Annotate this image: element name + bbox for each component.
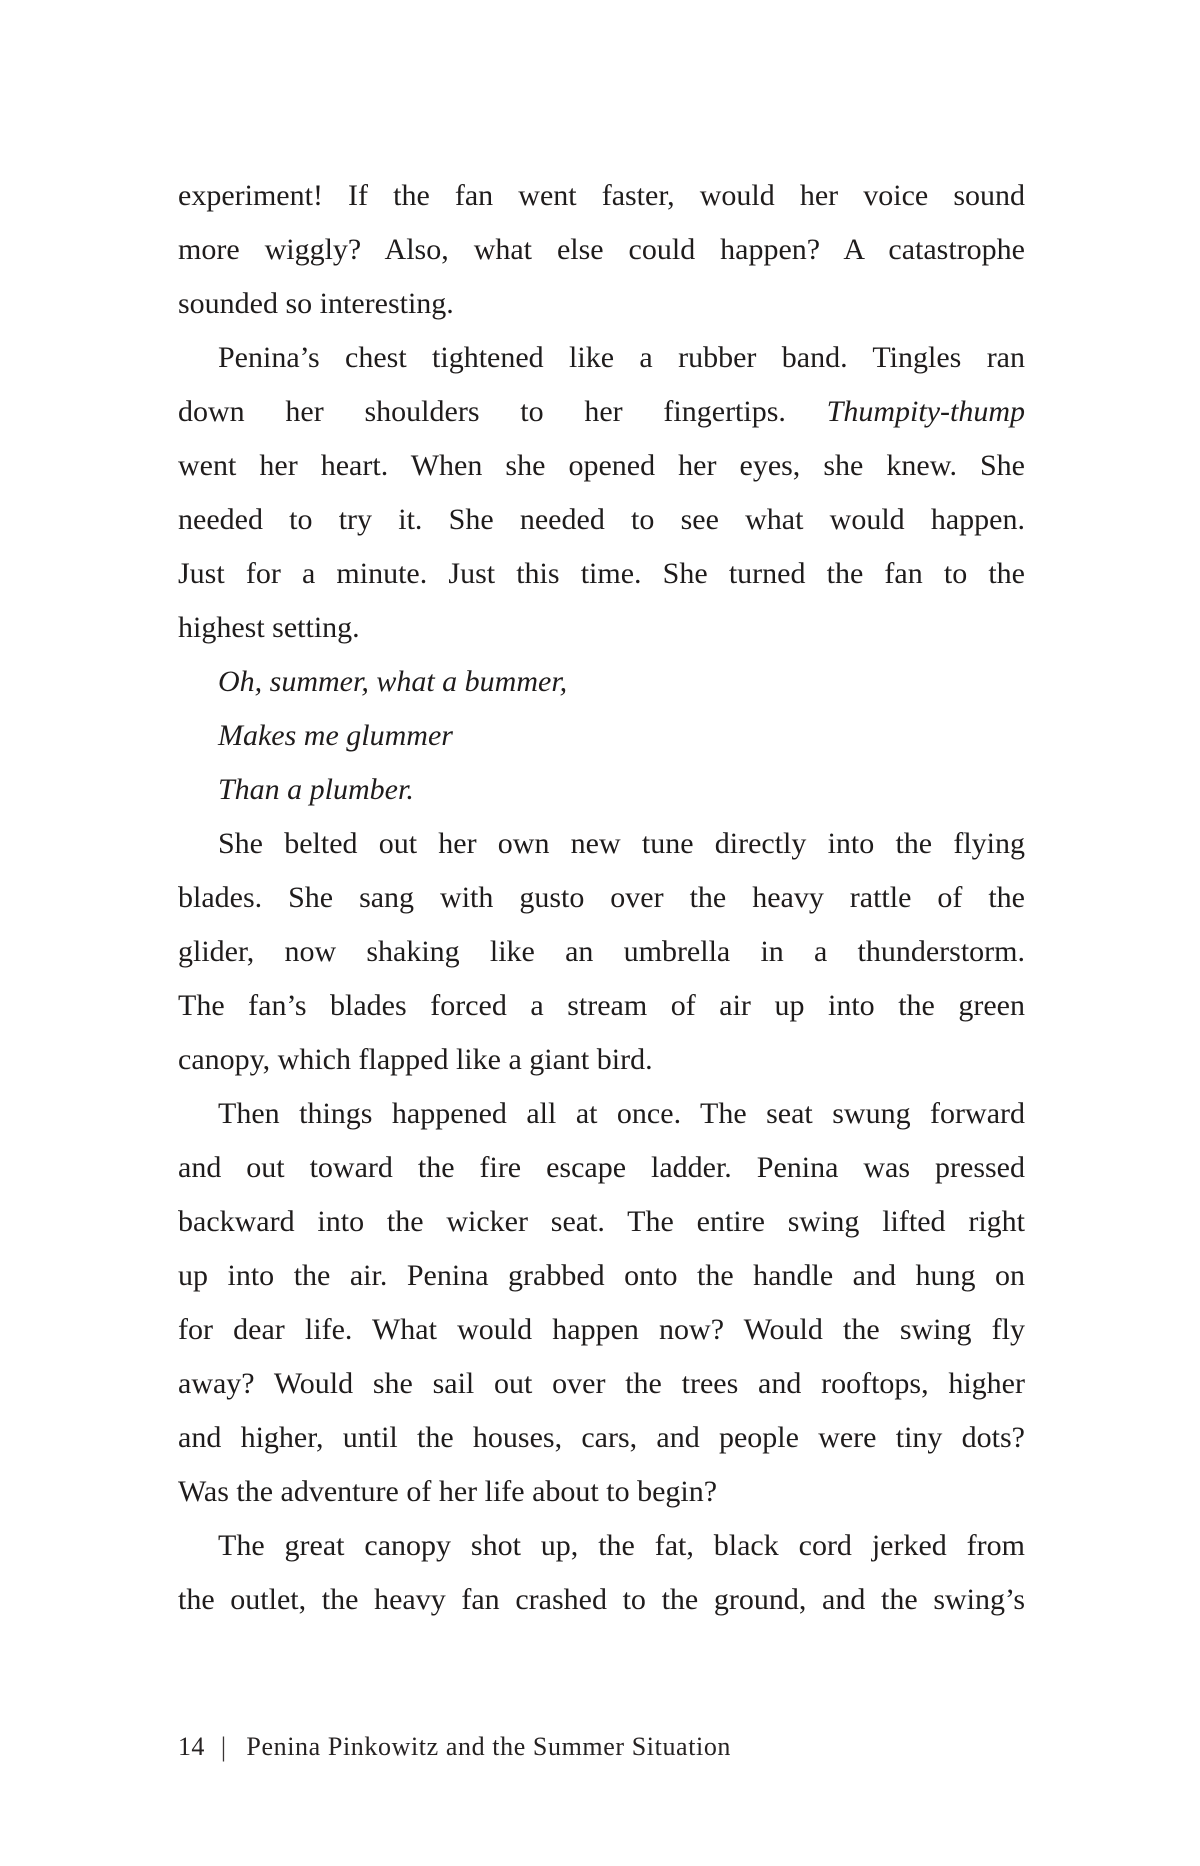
text-segment: blades. She sang with gusto over the heavy rattle of the	[178, 881, 1025, 914]
text-line	[178, 1195, 1025, 1249]
text-segment: highest setting.	[178, 611, 360, 644]
text-segment: needed to try it. She needed to see what would happen.	[178, 503, 1025, 536]
text-line	[178, 331, 1025, 385]
book-title: Penina Pinkowitz and the Summer Situation	[246, 1732, 732, 1761]
text-line	[178, 493, 1025, 547]
text-line	[178, 1519, 1025, 1573]
text-line	[178, 1573, 1025, 1627]
text-segment: down her shoulders to her fingertips.	[178, 395, 827, 428]
text-line	[178, 1141, 1025, 1195]
text-segment: canopy, which flapped like a giant bird.	[178, 1043, 653, 1076]
footer-separator: |	[220, 1731, 227, 1762]
text-line	[178, 655, 1025, 709]
text-line	[178, 925, 1025, 979]
text-segment: backward into the wicker seat. The entire swing lifted right	[178, 1205, 1025, 1238]
text-line	[178, 277, 1025, 331]
text-segment: the outlet, the heavy fan crashed to the ground, and the swing’s	[178, 1583, 1025, 1616]
text-line	[178, 709, 1025, 763]
text-segment: and higher, until the houses, cars, and people were tiny dots?	[178, 1421, 1025, 1454]
running-footer	[178, 1731, 731, 1763]
text-segment: Then things happened all at once. The seat swung forward	[218, 1097, 1025, 1130]
text-line	[178, 1357, 1025, 1411]
text-line	[178, 763, 1025, 817]
text-line	[178, 1087, 1025, 1141]
text-segment: Just for a minute. Just this time. She turned the fan to the	[178, 557, 1025, 590]
text-line	[178, 871, 1025, 925]
italic-text-segment: Oh, summer, what a bummer,	[218, 665, 568, 698]
text-segment: The great canopy shot up, the fat, black cord jerked from	[218, 1529, 1025, 1562]
text-segment: The fan’s blades forced a stream of air up into the green	[178, 989, 1025, 1022]
text-line	[178, 223, 1025, 277]
text-line	[178, 169, 1025, 223]
text-segment: glider, now shaking like an umbrella in a thunderstorm.	[178, 935, 1025, 968]
text-segment: She belted out her own new tune directly into the flying	[218, 827, 1025, 860]
text-block	[178, 169, 1025, 1627]
text-segment: experiment! If the fan went faster, would her voice sound	[178, 179, 1025, 212]
text-line	[178, 385, 1025, 439]
text-segment: Was the adventure of her life about to begin?	[178, 1475, 718, 1508]
italic-text-segment: Than a plumber.	[218, 773, 414, 806]
text-segment: sounded so interesting.	[178, 287, 454, 320]
text-segment: for dear life. What would happen now? Would the swing fly	[178, 1313, 1025, 1346]
text-line	[178, 601, 1025, 655]
text-line	[178, 1465, 1025, 1519]
text-segment: up into the air. Penina grabbed onto the handle and hung on	[178, 1259, 1025, 1292]
text-segment: away? Would she sail out over the trees and rooftops, higher	[178, 1367, 1025, 1400]
text-line	[178, 439, 1025, 493]
text-line	[178, 817, 1025, 871]
italic-text-segment: Makes me glummer	[218, 719, 453, 752]
text-segment: more wiggly? Also, what else could happen? A catastrophe	[178, 233, 1025, 266]
text-segment: went her heart. When she opened her eyes, she knew. She	[178, 449, 1025, 482]
text-segment: and out toward the fire escape ladder. Penina was pressed	[178, 1151, 1025, 1184]
text-segment: Penina’s chest tightened like a rubber band. Tingles ran	[218, 341, 1025, 374]
text-line	[178, 979, 1025, 1033]
text-line	[178, 1411, 1025, 1465]
italic-text-segment: Thumpity-thump	[826, 395, 1025, 428]
text-line	[178, 1303, 1025, 1357]
text-line	[178, 1249, 1025, 1303]
text-line	[178, 1033, 1025, 1087]
text-line	[178, 547, 1025, 601]
page-number: 14	[178, 1732, 205, 1761]
